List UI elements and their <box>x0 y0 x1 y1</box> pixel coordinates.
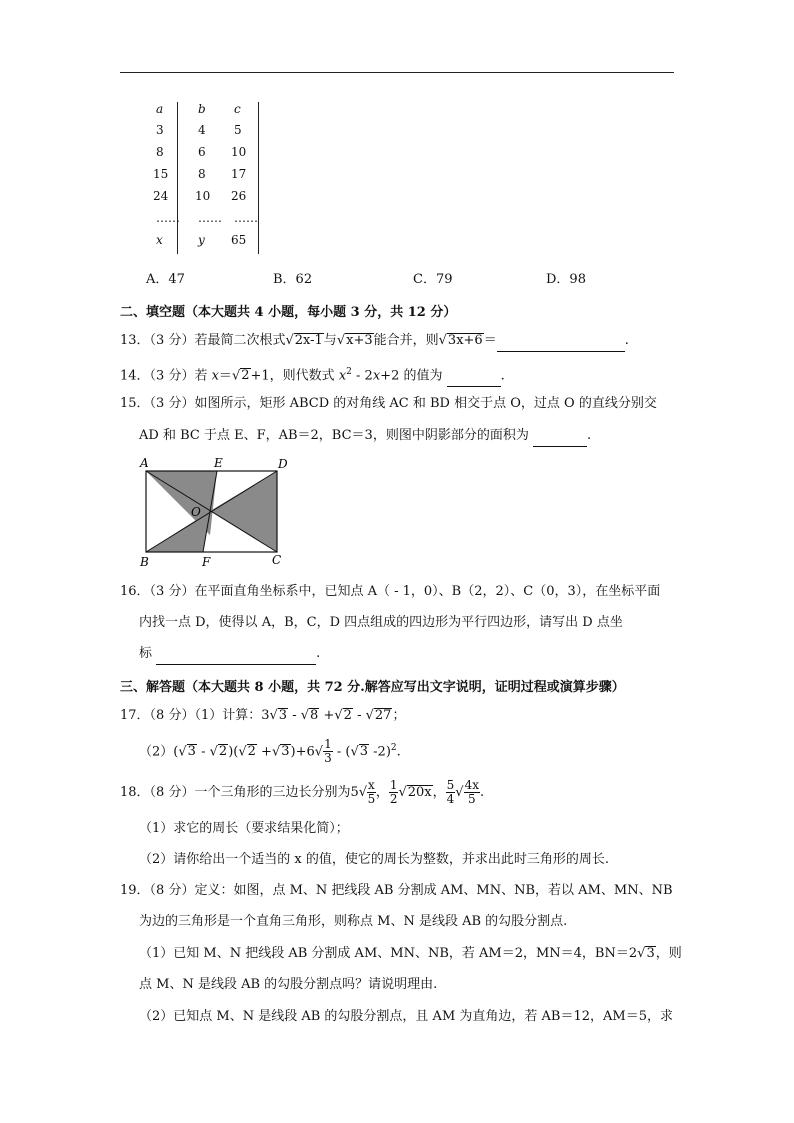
q18-sub-2: （2）请你给出一个适当的 x 的值，使它的周长为整数，并求出此时三角形的周长. <box>139 852 610 867</box>
q17-math: - <box>352 708 366 723</box>
q17-radicand: 3 <box>359 744 369 760</box>
q17-radicand: 27 <box>374 708 392 723</box>
q17-text: ； <box>392 708 406 723</box>
q18-text: ， <box>432 785 446 800</box>
q18-fraction <box>446 779 456 806</box>
q18-math: 5 <box>350 785 359 800</box>
rectangle-figure <box>132 452 302 572</box>
q19-text: （1）已知 M、N 把线段 AB 分割成 AM、MN、NB，若 AM＝2，MN＝4，BN＝2 <box>139 946 638 961</box>
q14-var: x <box>338 368 347 384</box>
q17-text: 17．（8 分）（1）计算： <box>120 708 262 723</box>
q14-text: - 2 <box>351 368 373 384</box>
header-rule <box>120 72 674 73</box>
q14-blank <box>447 366 501 387</box>
q17-radicand: 2 <box>343 708 352 723</box>
question-17-part-1: 17．（8 分）（1）计算：3√3 - √8 +√2 - √27； <box>120 708 406 723</box>
table-cell: …… <box>156 211 180 225</box>
q13-text: ＝ <box>483 333 497 348</box>
question-15-line-2 <box>139 426 591 447</box>
table-cell: x <box>156 233 163 247</box>
label-a: A <box>140 456 149 470</box>
table-divider <box>177 102 178 254</box>
q17-text: . <box>396 744 401 760</box>
q16-line-2: 内找一点 D，使得以 A，B，C，D 四点组成的四边形为平行四边形，请写出 D 点坐 <box>139 615 623 630</box>
option-a: A．47 <box>146 272 185 287</box>
label-c: C <box>272 553 282 567</box>
q16-blank <box>156 644 316 665</box>
table-cell: 5 <box>234 123 242 137</box>
q17-math: - <box>196 744 210 760</box>
question-17-part-2: （2）(√3 - √2)(√2 +√3)+6√ $\frac{1}{3}$ - (√3 -2)$^2$. <box>139 737 401 766</box>
q17-radicand: 3 <box>278 708 288 723</box>
q13-radicand-2: x+3 <box>346 333 373 348</box>
q18-text: . <box>480 785 485 800</box>
q17-math: )+6 <box>290 744 315 760</box>
q14-text: ＝ <box>218 368 232 384</box>
q17-exponent: 2 <box>390 743 397 753</box>
q16-line-1: 16．（3 分）在平面直角坐标系中，已知点 A（ - 1，0）、B（2，2）、C（0，3），在坐标平面 <box>120 584 661 599</box>
label-e: E <box>214 456 223 470</box>
q18-fraction <box>464 779 480 806</box>
question-16-line-3 <box>139 644 320 665</box>
q18-numerator: 5 <box>446 778 455 792</box>
q17-math: )( <box>228 744 239 760</box>
label-f: F <box>202 555 211 569</box>
q19-line-3: （1）已知 M、N 把线段 AB 分割成 AM、MN、NB，若 AM＝2，MN＝4，BN＝2√3，则 <box>139 946 682 961</box>
q17-math: + <box>256 744 272 760</box>
q19-radicand: 3 <box>646 946 655 961</box>
table-divider <box>258 102 259 254</box>
q18-denominator: 4 <box>446 792 455 806</box>
q15-text: AD 和 BC 于点 E、F，AB＝2，BC＝3，则图中阴影部分的面积为 <box>139 428 533 443</box>
option-b: B．62 <box>273 272 313 287</box>
q19-line-5: （2）已知点 M、N 是线段 AB 的勾股分割点，且 AM 为直角边，若 AB＝12，AM＝5，求 <box>139 1009 673 1024</box>
q17-radicand: 3 <box>187 744 196 760</box>
option-c: C．79 <box>413 272 453 287</box>
q15-line-1: 15．（3 分）如图所示，矩形 ABCD 的对角线 AC 和 BD 相交于点 O，过点 O 的直线分别交 <box>120 396 657 411</box>
q17-radicand: 8 <box>310 708 319 723</box>
q17-radicand: 3 <box>281 744 290 760</box>
q16-text: 标 <box>139 646 157 661</box>
q19-line-1: 19．（8 分）定义：如图，点 M、N 把线段 AB 分割成 AM、MN、NB，若以 AM、MN、NB <box>120 883 673 898</box>
label-o: O <box>191 505 201 519</box>
q18-numerator: x <box>368 778 375 792</box>
table-cell: 65 <box>231 233 247 247</box>
label-b: B <box>140 555 149 569</box>
q17-denominator: 3 <box>324 751 332 766</box>
table-cell: …… <box>198 211 222 225</box>
table-cell: 17 <box>231 167 247 181</box>
q14-text: . <box>500 368 505 384</box>
table-cell: a <box>156 102 164 116</box>
table-cell: 24 <box>153 189 169 203</box>
q18-fraction <box>367 779 376 806</box>
q15-text: . <box>586 428 592 443</box>
section-2-header: 二、填空题（本大题共 4 小题，每小题 3 分，共 12 分） <box>120 305 457 320</box>
table-cell: …… <box>234 211 258 225</box>
q17-math: 3 <box>261 708 270 723</box>
q18-numerator: 4x <box>464 778 479 792</box>
q17-math: + <box>319 708 335 723</box>
q13-radicand-3: 3x+6 <box>447 333 483 348</box>
q16-text: . <box>316 646 321 661</box>
q17-fraction <box>323 738 333 765</box>
q13-text: 13．（3 分）若最简二次根式 <box>120 333 286 348</box>
q17-radicand: 2 <box>218 744 228 760</box>
table-cell: 3 <box>156 123 164 137</box>
question-18: 18．（8 分）一个三角形的三边长分别为5√ $\frac{x}{5}$ ， $\frac{1}{2}$ √20x， $\frac{5}{4}$ √ $\frac{4x}{5}$ . <box>120 778 485 806</box>
q17-math: ( <box>173 744 179 760</box>
q17-math: - <box>288 708 301 723</box>
table-cell: 10 <box>231 145 247 159</box>
option-d: D．98 <box>546 272 586 287</box>
table-cell: 8 <box>156 145 164 159</box>
q18-text: 18．（8 分）一个三角形的三边长分别为 <box>120 785 351 800</box>
pattern-table <box>146 102 266 254</box>
table-cell: b <box>198 102 206 116</box>
label-d: D <box>278 457 288 471</box>
table-cell: 10 <box>195 189 211 203</box>
q18-denominator: 5 <box>367 792 376 806</box>
q18-denominator: 5 <box>467 792 476 806</box>
q15-blank <box>533 426 587 447</box>
q18-numerator: 1 <box>389 778 398 792</box>
q17-numerator: 1 <box>324 737 332 752</box>
shaded-triangle-right <box>210 471 277 552</box>
table-cell: 8 <box>198 167 206 181</box>
q14-text: 14．（3 分）若 <box>120 368 212 384</box>
q17-text: （2） <box>139 744 174 760</box>
q13-blank <box>497 331 625 352</box>
table-cell: 6 <box>198 145 206 159</box>
q13-text: . <box>624 333 629 348</box>
q19-line-2: 为边的三角形是一个直角三角形，则称点 M、N 是线段 AB 的勾股分割点. <box>139 914 568 929</box>
q14-var: x <box>211 368 219 384</box>
q13-text: 能合并，则 <box>373 333 439 348</box>
section-3-header: 三、解答题（本大题共 8 小题，共 72 分.解答应写出文字说明，证明过程或演算步骤） <box>120 680 625 695</box>
q19-line-4: 点 M、N 是线段 AB 的勾股分割点吗？请说明理由. <box>139 977 438 992</box>
table-cell: 4 <box>198 123 206 137</box>
table-cell: y <box>198 233 205 247</box>
q17-math: -2) <box>369 744 391 760</box>
table-cell: 15 <box>153 167 169 181</box>
q18-text: ， <box>375 785 389 800</box>
q19-text: ，则 <box>655 946 682 961</box>
q14-radicand: 2 <box>241 368 250 384</box>
q13-text: 与 <box>323 333 337 348</box>
q14-var: x <box>372 368 381 384</box>
q18-denominator: 2 <box>389 792 398 806</box>
q13-radicand-1: 2x-1 <box>294 333 323 348</box>
q18-sub-1: （1）求它的周长（要求结果化简）； <box>139 821 349 836</box>
table-cell: 26 <box>231 189 247 203</box>
q14-text: +2 的值为 <box>380 368 447 384</box>
question-14: 14．（3 分）若 x＝√2+1，则代数式 $x^2 - 2x+2$ 的值为 . <box>120 362 505 387</box>
q17-radicand: 2 <box>247 744 256 760</box>
q14-exponent: 2 <box>346 367 352 377</box>
q17-math: - ( <box>332 744 351 760</box>
question-13: 13．（3 分）若最简二次根式√2x-1与√x+3能合并，则√3x+6＝ . <box>120 331 629 352</box>
table-cell: c <box>234 102 241 116</box>
q14-text: +1，则代数式 <box>250 368 339 384</box>
q18-radicand: 20x <box>407 785 432 800</box>
